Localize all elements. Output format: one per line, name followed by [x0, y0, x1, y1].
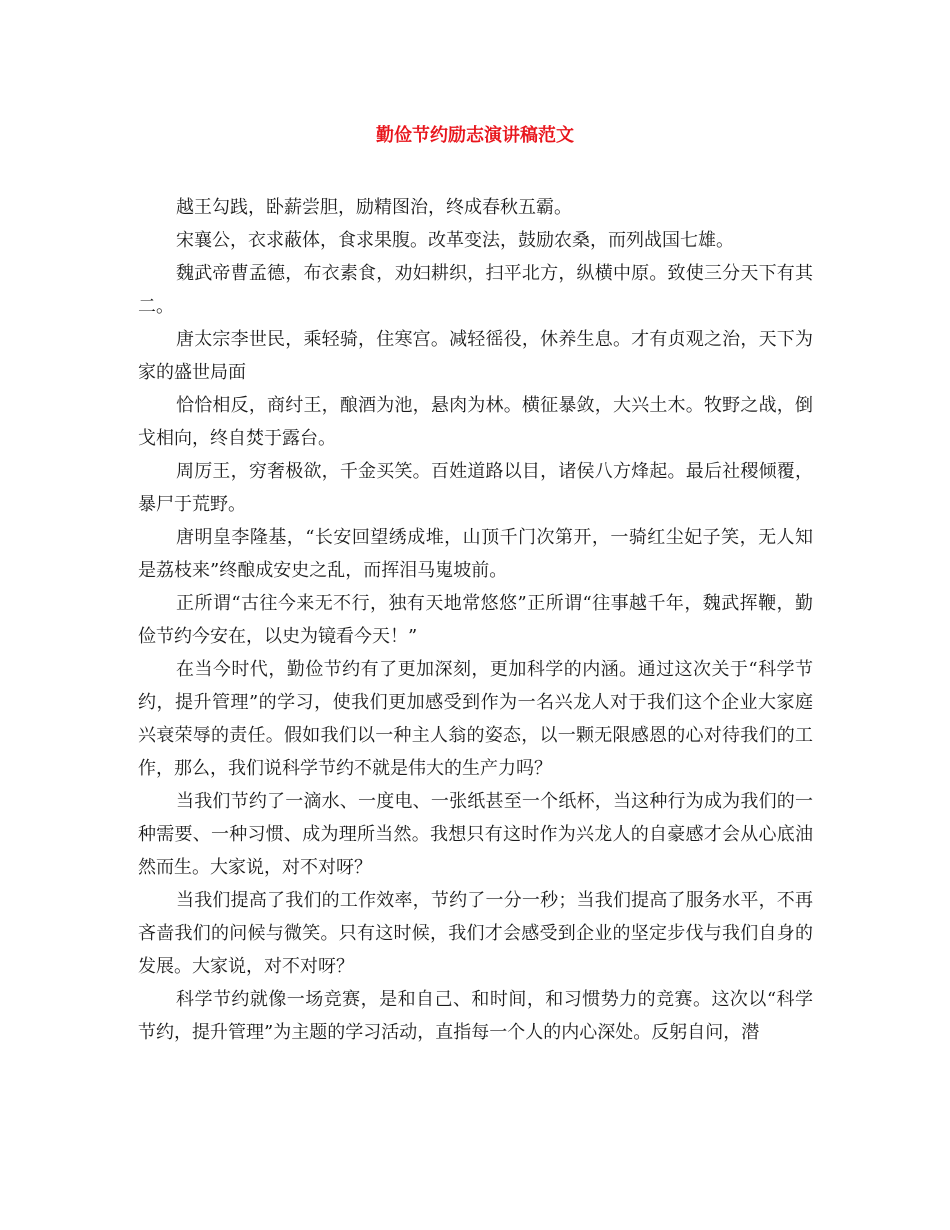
- paragraph-zhou-liwang: 周厉王，穷奢极欲，千金买笑。百姓道路以目，诸侯八方烽起。最后社稷倾覆，暴尸于荒野。: [138, 461, 813, 515]
- paragraph-shang-zhouwang: 恰恰相反，商纣王，酿酒为池，悬肉为林。横征暴敛，大兴土木。牧野之战，倒戈相向，终自焚于露台。: [138, 395, 813, 449]
- paragraph-song-xianggong: 宋襄公，衣求蔽体，食求果腹。改革变法，鼓励农桑，而列战国七雄。: [176, 230, 734, 251]
- paragraph-save-water: 当我们节约了一滴水、一度电、一张纸甚至一个纸杯，当这种行为成为我们的一种需要、一种习惯、成为理所当然。我想只有这时作为兴龙人的自豪感才会从心底油然而生。大家说，对不对呀？: [138, 791, 813, 878]
- paragraph-li-longji: 唐明皇李隆基，“长安回望绣成堆，山顶千门次第开，一骑红尘妃子笑，无人知是荔枝来”终酿成安史之乱，而挥泪马嵬坡前。: [138, 527, 813, 581]
- paragraph-efficiency: 当我们提高了我们的工作效率，节约了一分一秒；当我们提高了服务水平，不再吝啬我们的问候与微笑。只有这时候，我们才会感受到企业的坚定步伐与我们自身的发展。大家说，对不对呀？: [138, 890, 813, 977]
- paragraph-quotation: 正所谓“古往今来无不行，独有天地常悠悠”正所谓“往事越千年，魏武挥鞭，勤俭节约今安在，以史为镜看今天！”: [138, 593, 813, 647]
- paragraph-li-shimin: 唐太宗李世民，乘轻骑，住寒宫。减轻徭役，休养生息。才有贞观之治，天下为家的盛世局面: [138, 329, 813, 383]
- paragraph-competition: 科学节约就像一场竞赛，是和自己、和时间，和习惯势力的竞赛。这次以“科学节约，提升管理”为主题的学习活动，直指每一个人的内心深处。反躬自问，潜: [138, 989, 813, 1043]
- paragraph-goujian: 越王勾践，卧薪尝胆，励精图治，终成春秋五霸。: [176, 197, 572, 218]
- document-title: 勤俭节约励志演讲稿范文: [376, 125, 574, 146]
- document-body: [138, 191, 813, 1049]
- paragraph-cao-mengde: 魏武帝曹孟德，布衣素食，劝妇耕织，扫平北方，纵横中原。致使三分天下有其二。: [138, 263, 813, 317]
- paragraph-modern-era: 在当今时代，勤俭节约有了更加深刻，更加科学的内涵。通过这次关于“科学节约，提升管理”的学习，使我们更加感受到作为一名兴龙人对于我们这个企业大家庭兴衰荣辱的责任。假如我们以一种主人翁的姿态，以一颗无限感恩的心对待我们的工作，那么，我们说科学节约不就是伟大的生产力吗？: [138, 659, 813, 779]
